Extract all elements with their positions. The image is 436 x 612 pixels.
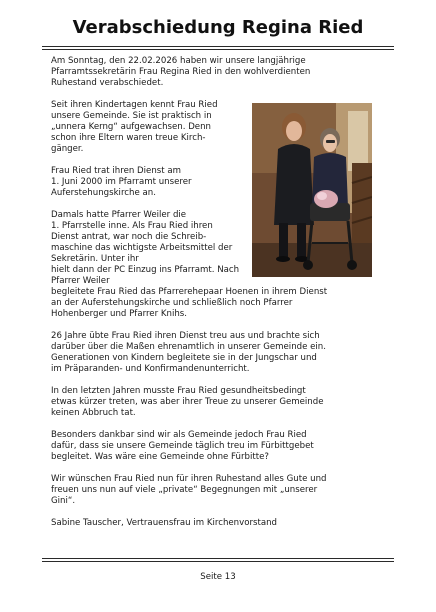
paragraph-intro: Am Sonntag, den 22.02.2026 haben wir unsere langjährige Pfarramtssekretärin Frau Regina Ried in den wohlverdienten Ruhestand verabschiedet. [51, 56, 311, 88]
footer-rule-secondary [42, 561, 394, 562]
author-signature: Sabine Tauscher, Vertrauensfrau im Kirchenvorstand [51, 518, 278, 528]
paragraph-pastors: Damals hatte Pfarrer Weiler die 1. Pfarrstelle inne. Als Frau Ried ihren Dienst antrat, war noch die Schreib- maschine das wichtigste Arbeitsmittel der Sekretärin. Unter ihr hielt dann der PC Einzug ins Pfarramt. Nach Pfarrer Weiler begleitete Frau Ried das Pfarrerehepaar Hoenen in ihrem Dienst an der Auferstehungskirche und schließlich noch Pfarrer Hohenberger und Pfarrer Knihs. [51, 210, 328, 319]
farewell-photo-image [252, 103, 372, 277]
paragraph-wishes: Wir wünschen Frau Ried nun für ihren Ruhestand alles Gute und freuen uns nun auf viele „private“ Begegnungen mit „unserer Gini“. [51, 474, 327, 506]
header-rule-secondary [42, 49, 394, 50]
article-body [51, 56, 371, 540]
footer-rule [42, 558, 394, 559]
header-rule [42, 46, 394, 47]
paragraph-gratitude: Besonders dankbar sind wir als Gemeinde jedoch Frau Ried dafür, dass sie unsere Gemeinde täglich treu im Fürbittgebet begleitet. Was wäre eine Gemeinde ohne Fürbitte? [51, 430, 314, 462]
farewell-photo [252, 103, 372, 277]
page-title: Verabschiedung Regina Ried [72, 17, 364, 38]
paragraph-childhood: Seit ihren Kindertagen kennt Frau Ried unsere Gemeinde. Sie ist praktisch in „unnera Kerng“ aufgewachsen. Denn schon ihre Eltern waren treue Kirch- gänger. [51, 100, 218, 154]
paragraph-health: In den letzten Jahren musste Frau Ried gesundheitsbedingt etwas kürzer treten, was aber ihrer Treue zu unserer Gemeinde keinen Abbruch tat. [51, 386, 324, 418]
page-number: Seite 13 [200, 572, 236, 582]
paragraph-years-of-service: 26 Jahre übte Frau Ried ihren Dienst treu aus und brachte sich darüber über die Maßen ehrenamtlich in unserer Gemeinde ein. Generationen von Kindern begleitete sie in der Jungschar und im Präparanden- und Konfirmandenunterricht. [51, 331, 326, 374]
paragraph-service-start: Frau Ried trat ihren Dienst am 1. Juni 2000 im Pfarramt unserer Auferstehungskirche an. [51, 166, 192, 198]
